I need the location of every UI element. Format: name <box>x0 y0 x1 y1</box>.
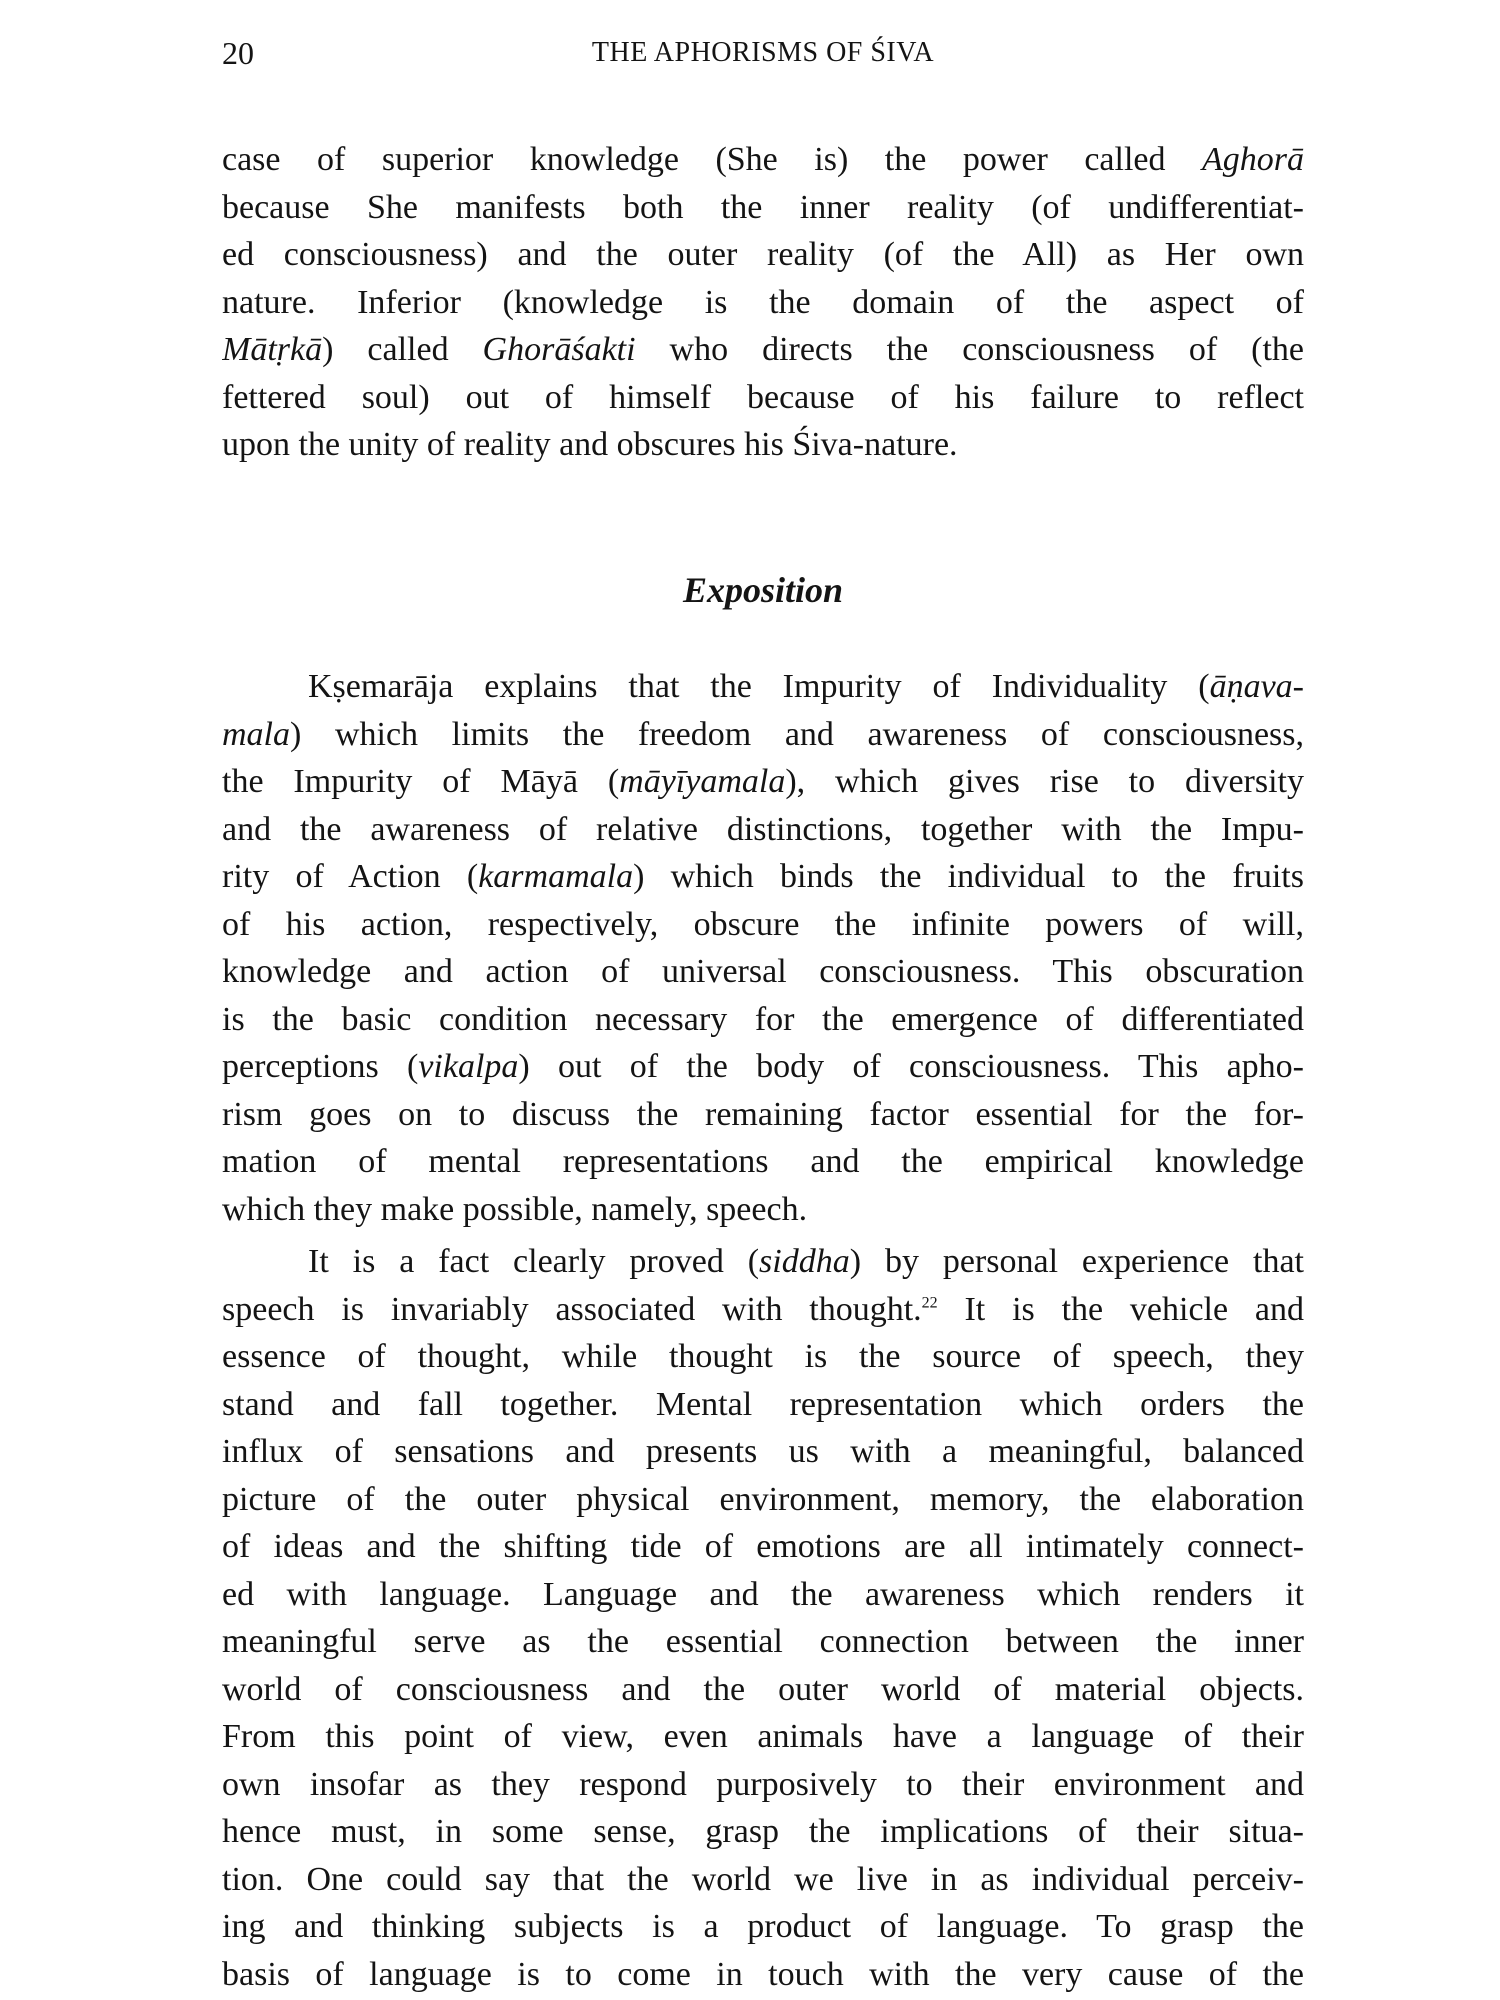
text-line: perceptions (vikalpa) out of the body of consciousness. This apho- <box>222 1048 1304 1085</box>
text-line: own insofar as they respond purposively to their environment and <box>222 1765 1304 1803</box>
text-line: From this point of view, even animals have a language of their <box>222 1718 1304 1755</box>
book-title: THE APHORISMS OF ŚIVA <box>591 37 935 68</box>
text-line: and the awareness of relative distinctions, together with the Impu- <box>222 810 1304 848</box>
text-line: basis of language is to come in touch with the very cause of the <box>222 1955 1304 1993</box>
paragraph-exposition-2 <box>222 1238 1304 1998</box>
text-line: of his action, respectively, obscure the infinite powers of will, <box>222 905 1304 943</box>
text-line: speech is invariably associated with thought.$^{22}$ It is the vehicle and <box>222 1290 1304 1328</box>
text-line: ed with language. Language and the awareness which renders it <box>222 1575 1304 1613</box>
italic-term: karmamala <box>478 858 634 895</box>
text-line: stand and fall together. Mental representation which orders the <box>222 1385 1304 1423</box>
text-line: fettered soul) out of himself because of his failure to reflect <box>222 378 1304 416</box>
italic-term: vikalpa <box>418 1048 519 1085</box>
page-number: 20 <box>222 35 254 71</box>
text-line: tion. One could say that the world we live in as individual perceiv- <box>222 1860 1304 1898</box>
paragraph-top <box>222 136 1304 469</box>
italic-term: siddha <box>759 1243 850 1280</box>
text-line: ed consciousness) and the outer reality (of the All) as Her own <box>222 236 1304 273</box>
text-line: upon the unity of reality and obscures his Śiva-nature. <box>222 426 958 463</box>
text-line: mation of mental representations and the empirical knowledge <box>222 1143 1304 1180</box>
text-line: world of consciousness and the outer world of material objects. <box>222 1670 1304 1708</box>
italic-term: Aghorā <box>1202 141 1304 178</box>
italic-term: Mātṛkā <box>222 331 323 368</box>
text-line: nature. Inferior (knowledge is the domain of the aspect of <box>222 283 1304 321</box>
italic-term: mala <box>222 715 290 753</box>
text-line: because She manifests both the inner reality (of undifferentiat- <box>222 188 1304 226</box>
italic-term: āṇava- <box>1209 668 1304 705</box>
paragraph-exposition-1 <box>222 663 1304 1233</box>
text-line: Mātṛkā) called Ghorāśakti who directs the consciousness of (the <box>222 331 1304 368</box>
text-line: meaningful serve as the essential connection between the inner <box>222 1623 1304 1660</box>
text-line: mala) which limits the freedom and awareness of consciousness, <box>222 715 1304 753</box>
text-line: influx of sensations and presents us with a meaningful, balanced <box>222 1433 1304 1470</box>
text-line: It is a fact clearly proved (siddha) by personal experience that <box>308 1243 1304 1280</box>
footnote-marker[interactable]: 22 <box>921 1294 938 1312</box>
section-heading: Exposition <box>682 570 844 610</box>
text-line: which they make possible, namely, speech. <box>222 1190 808 1228</box>
text-line: hence must, in some sense, grasp the implications of their situa- <box>222 1813 1304 1850</box>
running-head <box>222 28 1304 78</box>
text-line: of ideas and the shifting tide of emotions are all intimately connect- <box>222 1528 1304 1565</box>
text-line: ing and thinking subjects is a product of language. To grasp the <box>222 1908 1304 1945</box>
text-line: the Impurity of Māyā (māyīyamala), which gives rise to diversity <box>222 763 1304 800</box>
text-line: picture of the outer physical environment, memory, the elaboration <box>222 1480 1304 1518</box>
text-line: case of superior knowledge (She is) the power called Aghorā <box>222 141 1304 178</box>
text-line: Kṣemarāja explains that the Impurity of Individuality (āṇava- <box>308 668 1304 705</box>
italic-term: Ghorāśakti <box>482 331 636 368</box>
text-line: is the basic condition necessary for the emergence of differentiated <box>222 1000 1304 1038</box>
text-line: rity of Action (karmamala) which binds the individual to the fruits <box>222 858 1304 895</box>
text-line: knowledge and action of universal consciousness. This obscuration <box>222 953 1304 990</box>
text-line: essence of thought, while thought is the source of speech, they <box>222 1338 1304 1375</box>
text-line: rism goes on to discuss the remaining factor essential for the for- <box>222 1095 1304 1133</box>
italic-term: māyīyamala <box>619 763 786 800</box>
